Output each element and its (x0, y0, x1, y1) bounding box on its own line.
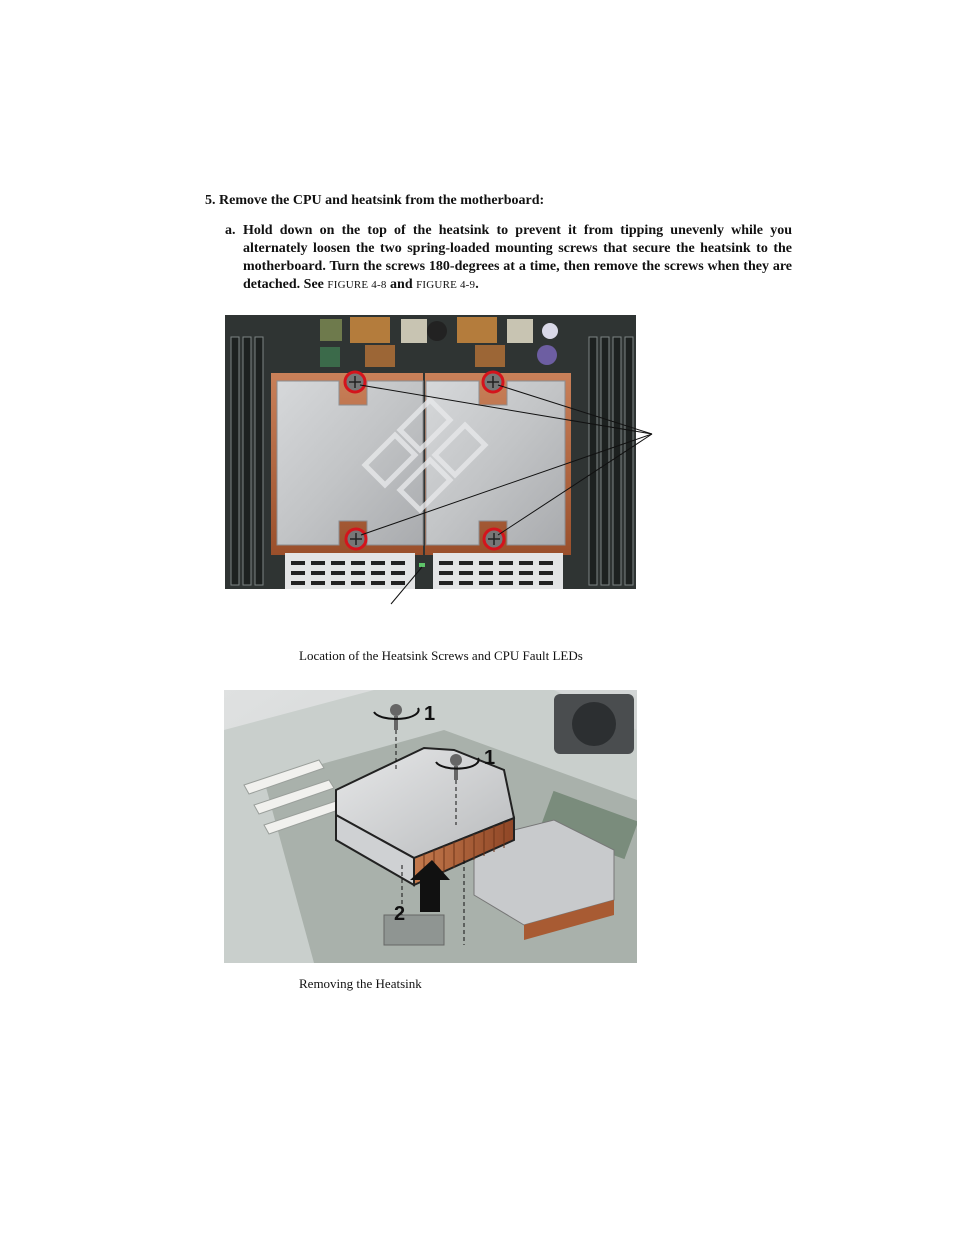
and-word: and (386, 277, 417, 292)
figure1-callout-lines (225, 315, 665, 615)
leader-screw-top-right (498, 385, 652, 434)
substep-text: Hold down on the top of the heatsink to prevent it from tipping unevenly while you alternately loosen the two spring-loaded mounting screws that secure the heatsink to the motherboard. Turn the screws 180-degrees at a time, then remove the screws when they are detached. See (243, 223, 792, 292)
cpu-socket (384, 915, 444, 945)
period: . (475, 277, 479, 292)
figure2-caption: Removing the Heatsink (299, 976, 422, 991)
callout-2: 2 (394, 903, 406, 925)
step-text: Remove the CPU and heatsink from the motherboard: (219, 193, 545, 208)
leader-screw-bottom-left (361, 434, 652, 535)
figure1-caption: Location of the Heatsink Screws and CPU Fault LEDs (299, 648, 583, 663)
substep-body (243, 222, 792, 294)
figure-4-9-link[interactable]: FIGURE 4-9 (416, 279, 476, 291)
step-5 (205, 192, 805, 210)
substep-a (225, 222, 792, 294)
callout-1-right: 1 (484, 747, 496, 769)
removing-heatsink-figure (224, 690, 637, 963)
figure-4-8-link[interactable]: FIGURE 4-8 (327, 279, 387, 291)
leader-fault-led (391, 567, 422, 604)
leader-screw-top-left (360, 385, 652, 434)
step-number: 5. (205, 193, 216, 208)
leader-screw-bottom-right (498, 434, 652, 535)
callout-1-left: 1 (424, 703, 436, 725)
substep-letter: a. (225, 223, 236, 238)
